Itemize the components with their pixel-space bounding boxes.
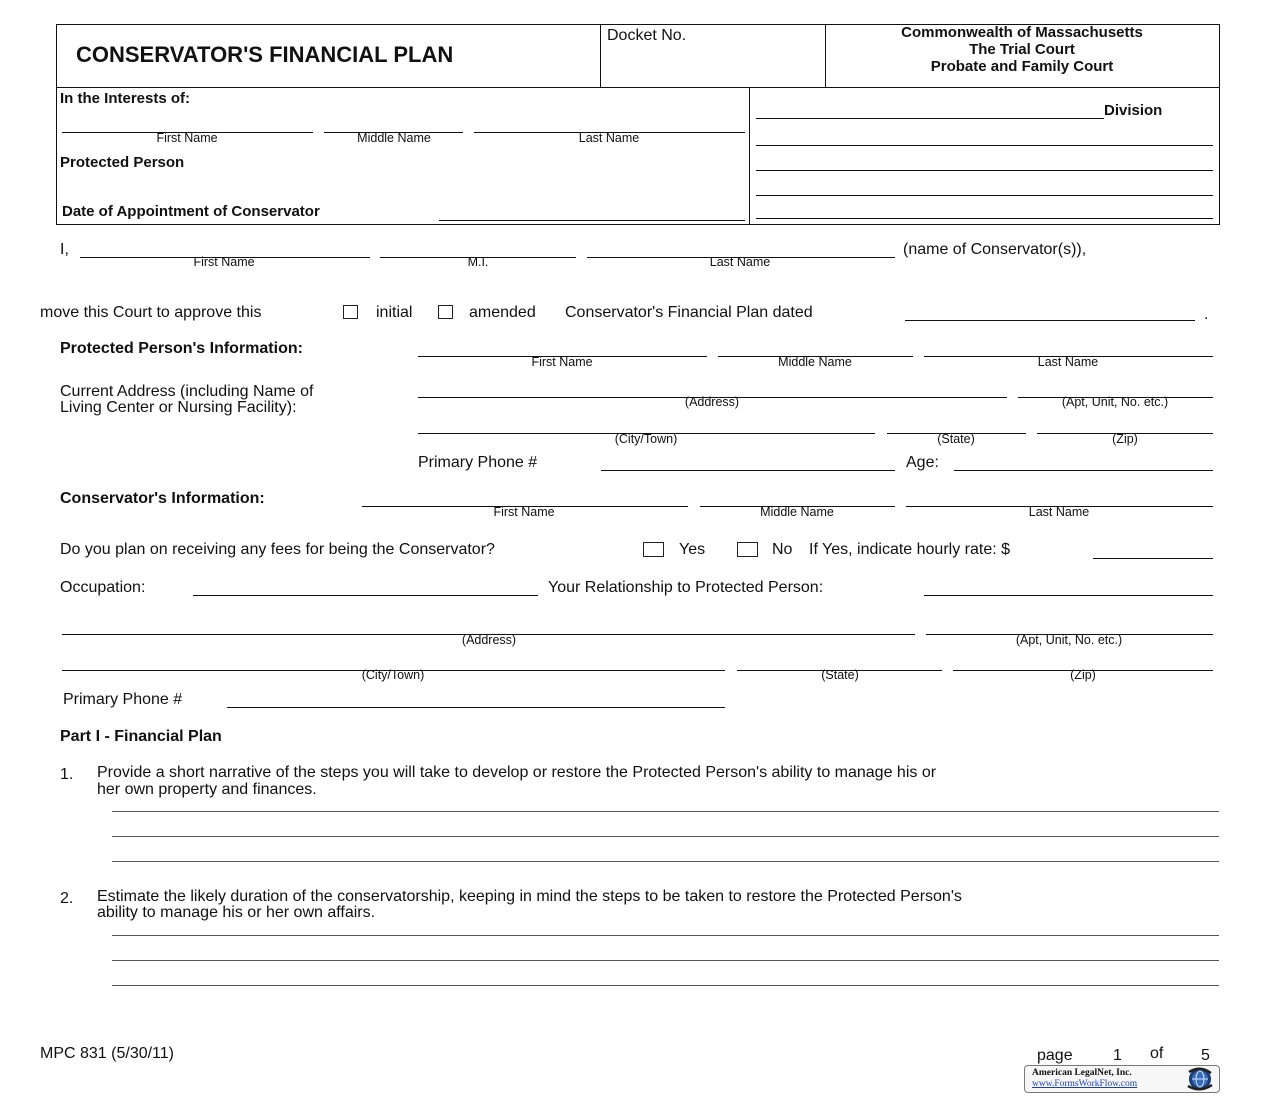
middle-name-label: Middle Name [760, 505, 834, 519]
pp-phone-label: Primary Phone # [418, 454, 538, 471]
answer-line [112, 811, 1219, 812]
first-name-label: First Name [531, 355, 593, 369]
fees-yes-label: Yes [679, 541, 706, 558]
pp-state-input[interactable] [887, 410, 1028, 432]
legalnet-logo[interactable] [1024, 1065, 1220, 1093]
name-of-conservator-label: (name of Conservator(s)), [903, 241, 1087, 258]
answer-line [112, 861, 1219, 862]
relationship-label: Your Relationship to Protected Person: [548, 579, 824, 596]
division-label: Division [1104, 102, 1163, 119]
hourly-rate-input[interactable] [1093, 535, 1215, 557]
plan-dated-label: Conservator's Financial Plan dated [565, 304, 813, 321]
cons-first-name-input[interactable] [362, 483, 690, 505]
occupation-label: Occupation: [60, 579, 146, 596]
hourly-rate-label: If Yes, indicate hourly rate: $ [809, 541, 1011, 558]
interests-heading: In the Interests of: [60, 90, 191, 107]
relationship-input[interactable] [924, 572, 1215, 594]
last-name-label: Last Name [578, 131, 640, 145]
logo-url[interactable]: www.FormsWorkFlow.com [1032, 1079, 1138, 1089]
conservator-first-name-input[interactable] [80, 235, 372, 257]
form-id: MPC 831 (5/30/11) [40, 1045, 174, 1062]
pp-middle-name-input[interactable] [718, 333, 915, 355]
pp-last-name-input[interactable] [924, 333, 1215, 355]
court-name-line3: Probate and Family Court [930, 58, 1114, 75]
city-label: (City/Town) [614, 432, 678, 446]
fees-yes-checkbox[interactable] [643, 542, 664, 557]
pp-first-name-input[interactable] [418, 333, 709, 355]
i-label: I, [60, 241, 69, 258]
protected-person-label: Protected Person [60, 154, 185, 171]
period: . [1204, 306, 1209, 323]
first-name-label: First Name [493, 505, 555, 519]
court-name-line1: Commonwealth of Massachusetts [901, 24, 1143, 41]
apt-label: (Apt, Unit, No. etc.) [1015, 633, 1123, 647]
answer-line [112, 985, 1219, 986]
answer-line [112, 935, 1219, 936]
q1-answer-input[interactable] [112, 795, 1221, 861]
apt-label: (Apt, Unit, No. etc.) [1061, 395, 1169, 409]
address-label: (Address) [461, 633, 517, 647]
cons-phone-label: Primary Phone # [63, 691, 183, 708]
state-label: (State) [937, 432, 975, 446]
current-address-label-2: Living Center or Nursing Facility): [60, 399, 297, 416]
last-name-label: Last Name [709, 255, 771, 269]
mi-label: M.I. [467, 255, 489, 269]
protected-first-name-input[interactable] [62, 110, 316, 132]
zip-label: (Zip) [1112, 432, 1138, 446]
state-label: (State) [821, 668, 859, 682]
fees-question: Do you plan on receiving any fees for being the Conservator? [60, 541, 495, 558]
pp-age-input[interactable] [954, 447, 1215, 469]
docket-number-input[interactable] [607, 52, 821, 74]
q2-text-line1: Estimate the likely duration of the conservatorship, keeping in mind the steps to be taken to restore the Protected Person's [97, 888, 962, 905]
protected-last-name-input[interactable] [474, 110, 748, 132]
conservator-last-name-input[interactable] [587, 235, 897, 257]
pp-city-input[interactable] [418, 410, 877, 432]
middle-name-label: Middle Name [357, 131, 431, 145]
total-pages: 5 [1201, 1047, 1210, 1064]
docket-label: Docket No. [607, 27, 687, 44]
occupation-input[interactable] [193, 572, 540, 594]
of-label: of [1150, 1045, 1164, 1062]
cons-last-name-input[interactable] [906, 483, 1215, 505]
date-appointment-label: Date of Appointment of Conservator [62, 203, 320, 220]
protected-middle-name-input[interactable] [324, 110, 466, 132]
protected-info-heading: Protected Person's Information: [60, 340, 303, 357]
conservator-mi-input[interactable] [380, 235, 578, 257]
q1-number: 1. [60, 766, 74, 783]
q2-number: 2. [60, 890, 74, 907]
q1-text-line1: Provide a short narrative of the steps you will take to develop or restore the Protected Person's ability to manage his or [97, 764, 937, 781]
move-court-text: move this Court to approve this [40, 304, 262, 321]
cons-phone-input[interactable] [227, 684, 727, 706]
first-name-label: First Name [156, 131, 218, 145]
form-title: CONSERVATOR'S FINANCIAL PLAN [76, 42, 454, 67]
cons-address-input[interactable] [62, 611, 917, 633]
cons-apt-input[interactable] [926, 611, 1215, 633]
first-name-label: First Name [193, 255, 255, 269]
pp-apt-input[interactable] [1018, 374, 1215, 396]
answer-line [112, 836, 1219, 837]
cons-middle-name-input[interactable] [700, 483, 897, 505]
fees-no-checkbox[interactable] [737, 542, 758, 557]
date-appointment-input[interactable] [439, 198, 747, 220]
current-address-label: Current Address (including Name of [60, 383, 314, 400]
address-label: (Address) [684, 395, 740, 409]
fees-no-label: No [772, 541, 793, 558]
cons-city-input[interactable] [62, 647, 727, 669]
initial-label: initial [376, 304, 413, 321]
page-number: 1 [1113, 1047, 1122, 1064]
amended-checkbox[interactable] [438, 305, 453, 319]
age-label: Age: [906, 454, 939, 471]
q1-text-line2: her own property and finances. [97, 781, 317, 798]
q2-answer-input[interactable] [112, 919, 1221, 985]
last-name-label: Last Name [1028, 505, 1090, 519]
answer-line [112, 960, 1219, 961]
globe-icon [1183, 1066, 1217, 1092]
amended-label: amended [469, 304, 536, 321]
cons-state-input[interactable] [737, 647, 944, 669]
middle-name-label: Middle Name [778, 355, 852, 369]
division-input[interactable] [756, 96, 1106, 118]
pp-zip-input[interactable] [1037, 410, 1215, 432]
q2-text-line2: ability to manage his or her own affairs. [97, 904, 376, 921]
zip-label: (Zip) [1070, 668, 1096, 682]
logo-company-name: American LegalNet, Inc. [1032, 1068, 1132, 1078]
city-label: (City/Town) [361, 668, 425, 682]
plan-date-input[interactable] [905, 298, 1197, 320]
last-name-label: Last Name [1037, 355, 1099, 369]
part1-heading: Part I - Financial Plan [60, 728, 222, 745]
pp-phone-input[interactable] [601, 447, 897, 469]
page-label: page [1037, 1047, 1073, 1064]
pp-address-input[interactable] [418, 374, 1009, 396]
initial-checkbox[interactable] [343, 305, 358, 319]
cons-zip-input[interactable] [953, 647, 1215, 669]
conservator-info-heading: Conservator's Information: [60, 490, 265, 507]
court-name-line2: The Trial Court [969, 41, 1075, 58]
